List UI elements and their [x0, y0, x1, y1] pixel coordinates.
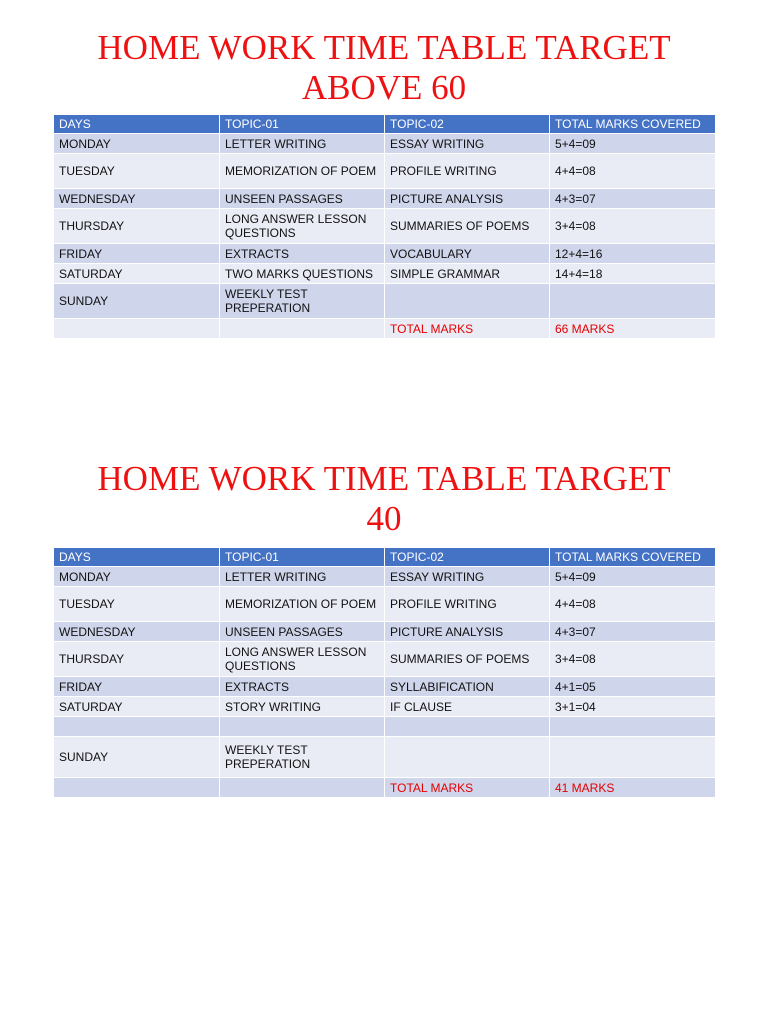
table-cell: 3+1=04 [550, 697, 716, 717]
table-cell: MONDAY [54, 567, 220, 587]
table-cell: SUMMARIES OF POEMS [385, 209, 550, 244]
table-cell [550, 717, 716, 737]
table-cell: WEDNESDAY [54, 189, 220, 209]
table-row [54, 622, 716, 642]
header-row [54, 548, 716, 567]
table-row [54, 677, 716, 697]
table-cell: SATURDAY [54, 697, 220, 717]
title-line: ABOVE 60 [301, 68, 467, 107]
table-cell: THURSDAY [54, 642, 220, 677]
table-row [54, 567, 716, 587]
table-cell: TWO MARKS QUESTIONS [220, 264, 385, 284]
table-cell: 14+4=18 [550, 264, 716, 284]
table-cell: PICTURE ANALYSIS [385, 189, 550, 209]
table-row [54, 134, 716, 154]
table-cell: EXTRACTS [220, 244, 385, 264]
table-cell: LETTER WRITING [220, 567, 385, 587]
table-cell [550, 737, 716, 778]
timetable-40 [53, 547, 716, 798]
table-cell: SYLLABIFICATION [385, 677, 550, 697]
table-cell [385, 284, 550, 319]
table-cell: MONDAY [54, 134, 220, 154]
table-row [54, 189, 716, 209]
table-cell: UNSEEN PASSAGES [220, 189, 385, 209]
header-cell: DAYS [54, 115, 220, 134]
header-cell: TOPIC-02 [385, 548, 550, 567]
table-cell: MEMORIZATION OF POEM [220, 154, 385, 189]
table-cell [54, 778, 220, 798]
table-row [54, 737, 716, 778]
table-cell [385, 737, 550, 778]
table-title [0, 28, 768, 108]
table-cell: WEDNESDAY [54, 622, 220, 642]
table-cell: SUMMARIES OF POEMS [385, 642, 550, 677]
table-cell: 5+4=09 [550, 567, 716, 587]
header-cell: TOPIC-01 [220, 548, 385, 567]
table-cell: VOCABULARY [385, 244, 550, 264]
table-title [0, 459, 768, 539]
table-cell: MEMORIZATION OF POEM [220, 587, 385, 622]
total-row [54, 319, 716, 339]
table-header [54, 115, 716, 134]
table-row [54, 587, 716, 622]
timetable-above-60 [53, 114, 716, 339]
table-cell [220, 319, 385, 339]
table-cell: WEEKLY TEST PREPERATION [220, 737, 385, 778]
table-cell [220, 778, 385, 798]
table-row [54, 209, 716, 244]
table-cell: LONG ANSWER LESSON QUESTIONS [220, 642, 385, 677]
table-cell: IF CLAUSE [385, 697, 550, 717]
table-cell: TUESDAY [54, 587, 220, 622]
table-cell: 5+4=09 [550, 134, 716, 154]
header-cell: DAYS [54, 548, 220, 567]
table-cell [220, 717, 385, 737]
table-cell: SUNDAY [54, 737, 220, 778]
table-row [54, 264, 716, 284]
table-cell: PROFILE WRITING [385, 154, 550, 189]
table-cell: 12+4=16 [550, 244, 716, 264]
table-row [54, 284, 716, 319]
table-cell: WEEKLY TEST PREPERATION [220, 284, 385, 319]
table-header [54, 548, 716, 567]
table-cell: FRIDAY [54, 677, 220, 697]
table-cell: ESSAY WRITING [385, 134, 550, 154]
header-row [54, 115, 716, 134]
table-row [54, 244, 716, 264]
title-line: HOME WORK TIME TABLE TARGET [97, 28, 671, 67]
table-cell: SUNDAY [54, 284, 220, 319]
table-cell: SIMPLE GRAMMAR [385, 264, 550, 284]
total-label: TOTAL MARKS [385, 319, 550, 339]
table-cell: 4+1=05 [550, 677, 716, 697]
total-row [54, 778, 716, 798]
table-cell [54, 717, 220, 737]
table-cell [385, 717, 550, 737]
table-row [54, 642, 716, 677]
total-value: 41 MARKS [550, 778, 716, 798]
table-cell: SATURDAY [54, 264, 220, 284]
table-cell [54, 319, 220, 339]
table-cell: ESSAY WRITING [385, 567, 550, 587]
header-cell: TOPIC-01 [220, 115, 385, 134]
table-cell: STORY WRITING [220, 697, 385, 717]
total-label: TOTAL MARKS [385, 778, 550, 798]
table-cell: 4+3=07 [550, 189, 716, 209]
table-cell: LETTER WRITING [220, 134, 385, 154]
table-row [54, 154, 716, 189]
table-cell: FRIDAY [54, 244, 220, 264]
title-line: 40 [366, 499, 402, 538]
table-cell: 4+3=07 [550, 622, 716, 642]
title-line: HOME WORK TIME TABLE TARGET [97, 459, 671, 498]
header-cell: TOPIC-02 [385, 115, 550, 134]
table-cell: EXTRACTS [220, 677, 385, 697]
table-cell: PICTURE ANALYSIS [385, 622, 550, 642]
total-value: 66 MARKS [550, 319, 716, 339]
table-row [54, 717, 716, 737]
table-cell: 4+4=08 [550, 587, 716, 622]
table-cell: LONG ANSWER LESSON QUESTIONS [220, 209, 385, 244]
table-cell: THURSDAY [54, 209, 220, 244]
table-cell: 3+4=08 [550, 642, 716, 677]
table-row [54, 697, 716, 717]
table-cell: TUESDAY [54, 154, 220, 189]
table-cell [550, 284, 716, 319]
header-cell: TOTAL MARKS COVERED [550, 548, 716, 567]
table-cell: 3+4=08 [550, 209, 716, 244]
table-cell: UNSEEN PASSAGES [220, 622, 385, 642]
header-cell: TOTAL MARKS COVERED [550, 115, 716, 134]
table-cell: PROFILE WRITING [385, 587, 550, 622]
table-cell: 4+4=08 [550, 154, 716, 189]
